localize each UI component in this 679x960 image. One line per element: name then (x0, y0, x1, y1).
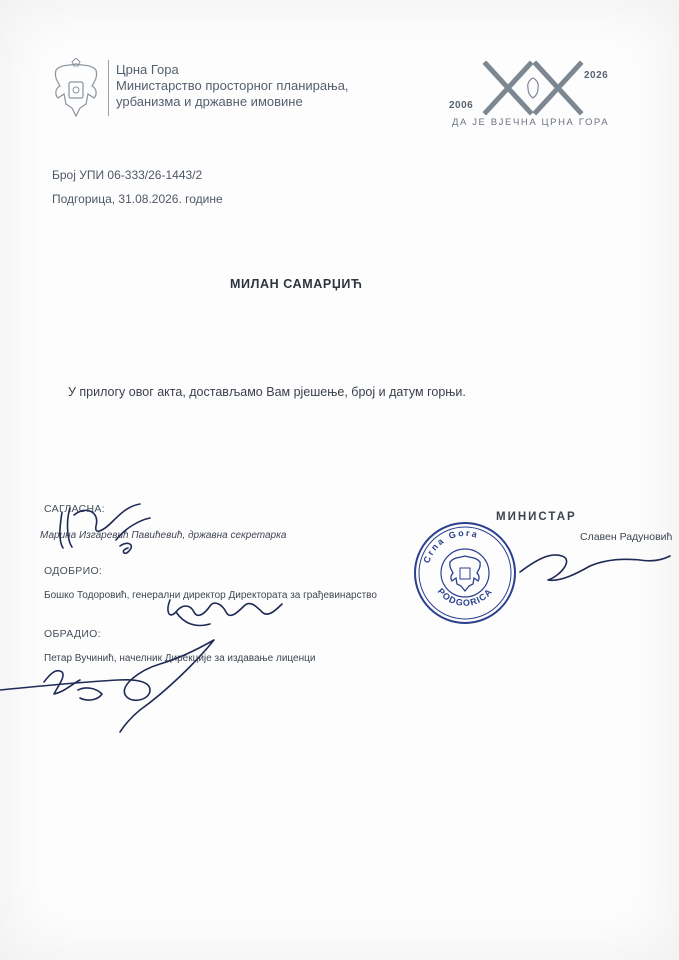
jubilee-motto: ДА ЈЕ ВЈЕЧНА ЦРНА ГОРА (452, 117, 610, 128)
svg-text:Crna Gora (421, 528, 480, 565)
country-name: Црна Гора (116, 62, 179, 77)
place-and-date: Подгорица, 31.08.2026. године (52, 192, 223, 206)
coat-of-arms-icon (50, 58, 102, 120)
ministry-name-line2: урбанизма и државне имовине (116, 94, 303, 109)
approved-person: Бошко Тодоровић, генерални директор Директората за грађевинарство (44, 590, 377, 601)
prepared-person: Петар Вучинић, начелник Дирекције за издавање лиценци (44, 653, 316, 664)
recipient-name: МИЛАН САМАРЏИЋ (230, 277, 363, 291)
minister-name: Славен Радуновић (580, 531, 673, 543)
jubilee-year-end: 2026 (584, 70, 609, 81)
letter-body: У прилогу овог акта, достављамо Вам рјешење, број и датум горњи. (68, 385, 466, 399)
reference-number: Број УПИ 06-333/26-1443/2 (52, 168, 203, 182)
ministry-name-line1: Министарство просторног планирања, (116, 78, 349, 93)
institution-header (116, 62, 349, 110)
agreed-label: САГЛАСНА: (44, 503, 105, 515)
stamp-text: Crna Gora (421, 527, 481, 565)
prepared-label: ОБРАДИО: (44, 628, 101, 640)
jubilee-year-start: 2006 (449, 100, 474, 111)
header-divider (108, 60, 109, 116)
approved-label: ОДОБРИО: (44, 565, 103, 577)
agreed-person: Марина Изгаревић Павићевић, државна секретарка (40, 530, 287, 541)
official-stamp (410, 518, 520, 628)
minister-title: МИНИСТАР (496, 511, 577, 523)
stamp-city: PODGORICA (435, 586, 495, 608)
